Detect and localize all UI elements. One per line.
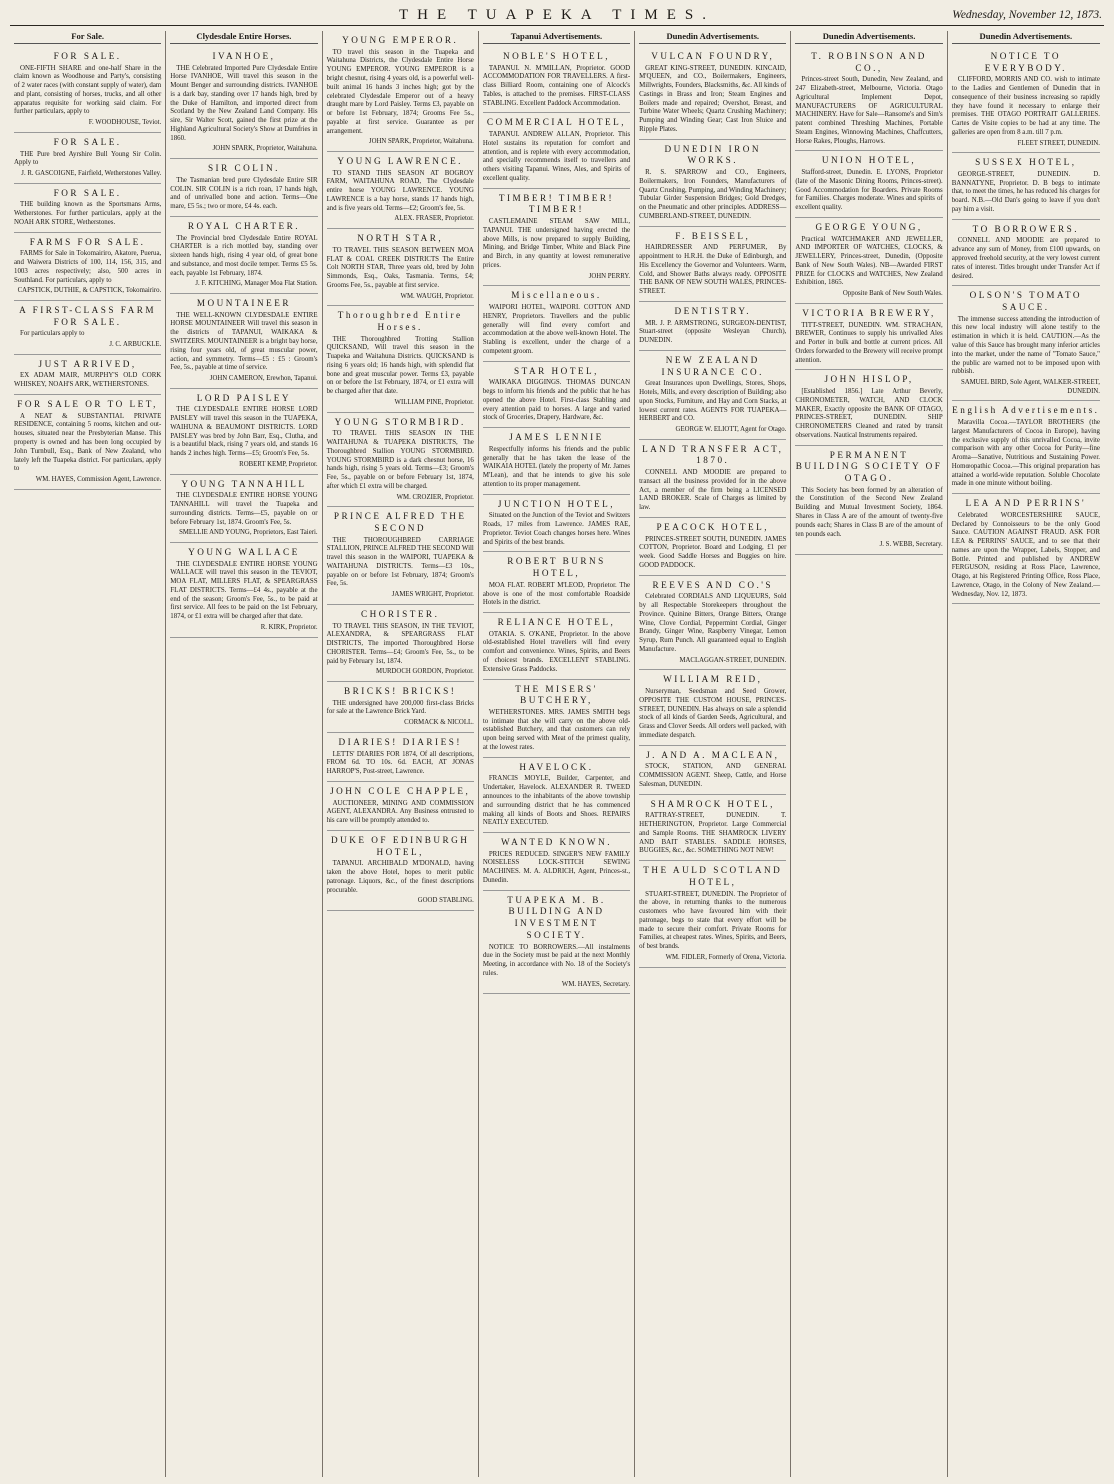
ad-title: FOR SALE OR TO LET, <box>17 399 158 409</box>
advertisement <box>327 605 474 682</box>
ad-body: Respectfully informs his friends and the public generally that he has taken the lease of the WAIKAIA HOTEL (lately the property of Mr. James M'Lean), and that he intends to give his sole attention to its proper management. <box>482 445 631 488</box>
ad-title: REEVES AND CO.'S <box>652 579 774 590</box>
advertisement <box>14 47 161 133</box>
advertisement <box>952 286 1100 401</box>
newspaper-title: THE TUAPEKA TIMES. <box>398 7 716 23</box>
ad-title: UNION HOTEL, <box>821 155 917 166</box>
advertisement <box>14 395 161 490</box>
advertisement <box>483 758 630 833</box>
ad-body: THE building known as the Sportsmans Arms, Wetherstones. For further particulars, apply at the NOAH ARK STORE, Wetherstones. <box>14 201 162 226</box>
column-1 <box>10 31 166 1477</box>
ad-body: TO TRAVEL THIS SEASON BETWEEN MOA FLAT & COAL CREEK DISTRICTS The Entire Colt NORTH STAR, Three years old, bred by John Simmonds, Esq., Oaks, Tasmania. Terms, £4; Grooms Fee, 5s., payable at first service. <box>326 246 474 289</box>
ad-signature: GEORGE W. ELIOTT, Agent for Otago. <box>675 426 787 434</box>
advertisement <box>952 401 1100 494</box>
advertisement <box>952 47 1100 153</box>
ad-body: Celebrated WORCESTERSHIRE SAUCE, Declared by Connoisseurs to be the only Good Sauce. CAUTION AGAINST FRAUD. ASK FOR LEA & PERRINS' SAUCE, and to see that their names are upon the Wrapper, Labels, Stopper, and Bottle. Printed and published by ANDREW FERGUSON, residing at Ross Place, Lawrence, Otago, at his Registered Printing Office, Ross Place, Lawrence, Otago, in the Colony of New Zealand.—Wednesday, Nov. 12, 1873. <box>951 511 1100 598</box>
advertisement <box>639 518 786 576</box>
ad-signature: WILLIAM PINE, Proprietor. <box>394 398 474 406</box>
ad-signature: F. WOODHOUSE, Teviot. <box>88 119 162 127</box>
ad-body: GREAT KING-STREET, DUNEDIN. KINCAID, M'QUEEN, and CO., Boilermakers, Engineers, Millwrights, Founders, Blacksmiths, &c. All kinds of Castings in Brass and Iron; Steam Engines and Boilers made and repaired; Overshot, Breast, and Turbine Water Wheels; Quartz Crushing Machinery; Pumping and Winding Gear; Cast Iron Sluice and Ripple Plates. <box>639 64 787 133</box>
ad-signature: GOOD STABLING. <box>417 897 474 905</box>
ad-title: JOHN COLE CHAPPLE, <box>330 785 471 796</box>
advertisement <box>639 795 786 862</box>
advertisement <box>14 233 161 301</box>
ad-body: RATTRAY-STREET, DUNEDIN. T. HETHERINGTON, Proprietor. Large Commercial and Sample Rooms. THE SHAMROCK LIVERY AND BAIT STABLES. SADDLE HORSES, BUGGIES, &c., &c. SOMETHING NOT NEW! <box>639 812 787 855</box>
masthead <box>10 6 1104 26</box>
ad-title: DUNEDIN IRON WORKS. <box>664 143 762 166</box>
ad-signature: ROBERT KEMP, Proprietor. <box>239 460 318 468</box>
ad-title: YOUNG EMPEROR. <box>342 35 459 45</box>
ad-title: JUST ARRIVED, <box>38 358 137 369</box>
advertisement <box>170 543 317 638</box>
ad-signature: MURDOCH GORDON, Proprietor. <box>376 668 474 676</box>
ad-body: THE undersigned have 200,000 first-class Bricks for sale at the Lawrence Brick Yard. <box>326 699 474 716</box>
ad-title: Miscellaneous. <box>511 290 602 301</box>
ad-body: The Provincial bred Clydesdale Entire ROYAL CHARTER is a rich mottled bay, standing over sixteen hands high, rising 4 year old, of great bone and substance, and most docile temper. Terms £5 5s. each, payable 1st February, 1874. <box>170 234 318 277</box>
advertisement <box>795 304 942 371</box>
ad-signature: JOHN CAMERON, Erewhon, Tapanui. <box>209 375 318 383</box>
advertisement <box>170 475 317 543</box>
ad-body: For particulars apply to <box>20 330 85 338</box>
ad-title: NEW ZEALAND INSURANCE CO. <box>661 354 764 377</box>
ad-signature: FLEET STREET, DUNEDIN. <box>1017 139 1100 147</box>
ad-title: PERMANENT BUILDING SOCIETY OF OTAGO. <box>795 449 943 483</box>
issue-date: Wednesday, November 12, 1873. <box>952 9 1102 21</box>
advertisement <box>14 184 161 233</box>
ad-title: IVANHOE, <box>212 50 276 61</box>
advertisement <box>639 440 786 518</box>
ad-body: AUCTIONEER, MINING AND COMMISSION AGENT, ALEXANDRA. Any Business entrusted to his care will be promptly attended to. <box>326 799 474 825</box>
ad-signature: JAMES WRIGHT, Proprietor. <box>391 591 474 599</box>
ad-title: RELIANCE HOTEL, <box>497 617 616 628</box>
ad-body: Stafford-street, Dunedin. E. LYONS, Proprietor (late of the Masonic Dining Rooms, Princes-street). Good Accommodation for Boarders. Private Rooms for Families. Charges moderate. Wines and spirits of excellent quality. <box>795 169 943 212</box>
advertisement <box>639 351 786 440</box>
ad-signature: WM. WAUGH, Proprietor. <box>400 292 474 300</box>
advertisement <box>483 891 630 994</box>
ad-body: TITT-STREET, DUNEDIN. WM. STRACHAN, BREWER, Continues to supply his unrivalled Ales and Porter in bulk and bottle at current prices. All Orders forwarded to the Brewery will receive prompt attention. <box>795 321 943 364</box>
advertisement <box>327 831 474 911</box>
column-6 <box>791 31 947 1477</box>
ad-title: FOR SALE. <box>53 50 122 61</box>
ad-body: Great Insurances upon Dwellings, Stores, Shops, Hotels, Mills, and every description of Building; also upon Stocks, Furniture, and Hay and Corn Stacks, at lowest current rates. AGENTS FOR TUAPEKA—HERBERT and CO. <box>639 380 787 423</box>
ad-body: The Tasmanian bred pure Clydesdale Entire SIR COLIN. SIR COLIN is a rich roan, 17 hands high, and of unrivalled bone and action. Terms—One mare, £5 5s.; two or more, £4 4s. each. <box>170 176 318 211</box>
advertisement <box>14 355 161 395</box>
ad-title: JAMES LENNIE <box>509 432 604 443</box>
ad-title: SIR COLIN. <box>207 163 280 174</box>
advertisement <box>639 47 786 140</box>
ad-signature: JOHN PERRY. <box>588 272 631 280</box>
advertisement <box>952 494 1100 604</box>
ad-body: FARMS for Sale in Tokomairiro, Akatore, Puerua, and Waiwera Districts of 100, 114, 156, 315, and 1003 acres respectively; also, 500 acres in Southland. For particulars, apply to <box>14 250 162 284</box>
ad-signature: JOHN SPARK, Proprietor, Waitahuna. <box>368 138 474 146</box>
ad-title: NORTH STAR, <box>357 233 444 244</box>
ad-body: This Society has been formed by an alteration of the Constitution of the Second New Zealand Building and Mutual Investment Society, 1864. Shares in Class A are of the amount of twenty-five pounds each; Shares in Class B are of the amount of ten pounds each. <box>795 486 943 538</box>
advertisement <box>795 151 942 218</box>
ad-title: SHAMROCK HOTEL, <box>650 798 775 809</box>
advertisement <box>170 217 317 294</box>
advertisement <box>795 218 942 304</box>
advertisement <box>483 362 630 429</box>
advertisement <box>170 47 317 159</box>
ad-body: CONNELL AND MOODIE are prepared to transact all the business provided for in the above Act, a member of the firm being a LICENSED LAND BROKER. Scale of Charges as limited by law. <box>639 469 787 512</box>
ad-title: FOR SALE. <box>53 136 122 147</box>
ad-title: J. AND A. MACLEAN, <box>646 749 780 760</box>
advertisement <box>327 507 474 605</box>
ad-title: YOUNG STORMBIRD. <box>334 416 466 427</box>
ad-body: WAIPORI HOTEL, WAIPORI. COTTON AND HENRY, Proprietors. Travellers and the public generally will find every comfort and accommodation at the above well-known Hotel. The Stabling is excellent, under the charge of a competent groom. <box>482 303 631 355</box>
ad-title: NOBLE'S HOTEL, <box>502 50 611 61</box>
column-header: Clydesdale Entire Horses. <box>170 31 317 44</box>
ad-title: WANTED KNOWN. <box>500 837 613 848</box>
ad-title: JOHN HISLOP, <box>824 374 914 385</box>
ad-signature: WM. HAYES, Commission Agent, Lawrence. <box>35 476 162 484</box>
advertisement <box>483 113 630 188</box>
ad-title: SUSSEX HOTEL, <box>975 157 1077 168</box>
ad-title: FARMS FOR SALE. <box>29 236 146 247</box>
advertisement <box>639 670 786 745</box>
ad-title: F. BEISSEL, <box>675 230 751 241</box>
ad-body: Situated on the Junction of the Teviot and Switzers Roads, 17 miles from Lawrence. JAMES RAE, Proprietor. Teviot Coach changes horses here. Wines and Spirits of the best brands. <box>482 512 631 546</box>
ad-body: [Established 1856.] Late Arthur Beverly, CHRONOMETER, WATCH, AND CLOCK MAKER, Exactly opposite the BANK OF OTAGO, PRINCES-STREET, DUNEDIN. SHIP CHRONOMETERS Cleaned and rated by transit observations. Nautical Instruments repaired. <box>795 388 943 439</box>
advertisement <box>483 286 630 361</box>
column-header: Tapanui Advertisements. <box>483 31 630 44</box>
ad-title: VICTORIA BREWERY, <box>802 307 936 318</box>
advertisement <box>327 733 474 782</box>
ad-title: TUAPEKA M. B. BUILDING AND INVESTMENT SOCIETY. <box>507 894 606 940</box>
ad-title: LEA AND PERRINS' <box>965 498 1087 509</box>
ad-body: R. S. SPARROW and CO., Engineers, Boilermakers, Iron Founders, Manufacturers of Quartz Crushing, Pumping, and Winding Machinery; Tubular Girder Suspension Bridges; Gold Dredges, on the Pneumatic and other principles. ADDRESS—CUMBERLAND-STREET, DUNEDIN. <box>639 169 787 220</box>
ad-title: JUNCTION HOTEL, <box>497 498 616 509</box>
advertisement <box>327 682 474 733</box>
ad-title: TO BORROWERS. <box>972 223 1079 234</box>
advertisement <box>483 47 630 114</box>
ad-body: WETHERSTONES. MRS. JAMES SMITH begs to intimate that she will carry on the above old-established Butchery, and that customers can rely upon being served with Meat of the primest quality, at the lowest rates. <box>482 708 631 751</box>
column-3 <box>323 31 479 1477</box>
advertisement <box>483 495 630 553</box>
ad-body: WAIKAKA DIGGINGS. THOMAS DUNCAN begs to inform his friends and the public that he has opened the above Hotel. First-class Stabling and every attention paid to horses. A large and varied stock of Groceries, Drapery, Hardware, &c. <box>482 379 631 422</box>
ad-signature: JOHN SPARK, Proprietor, Waitahuna. <box>212 145 318 153</box>
ad-body: THE WELL-KNOWN CLYDESDALE ENTIRE HORSE MOUNTAINEER Will travel this season in the districts of TAPANUI, WAIKAKA & SWITZERS. MOUNTAINEER is a bright bay horse, rising four years old, of great muscular power, action, and symmetry. Terms—£5 : £5 : Groom's Fee, 5s., payable at time of service. <box>170 311 318 372</box>
advertisement <box>639 576 786 671</box>
ad-title: MOUNTAINEER <box>196 298 291 308</box>
ad-body: MR. J. P. ARMSTRONG, SURGEON-DENTIST, Stuart-street (opposite Wesleyan Church), DUNEDIN. <box>639 319 787 345</box>
ad-body: THE CLYDESDALE ENTIRE HORSE LORD PAISLEY will travel this season in the TUAPEKA, WAIHUNA & BEAUMONT DISTRICTS. LORD PAISLEY was bred by John Barr, Esq., Clutha, and is a beautiful black, rising 7 years old, and stands 16 hands 2 inches high. Terms—£5; Groom's Fee, 5s. <box>170 406 318 458</box>
ad-title: DENTISTRY. <box>674 305 752 316</box>
column-header: Dunedin Advertisements. <box>639 31 786 44</box>
ad-title: STAR HOTEL, <box>514 365 599 376</box>
column-2 <box>166 31 322 1477</box>
ad-body: THE Celebrated Imported Pure Clydesdale Entire Horse IVANHOE, Will travel this season in the Mount Benger and surrounding districts. IVANHOE is a dark bay, standing over 17 hands high, bred by the Duke of Hamilton, and imported direct from Scotland by the New Zealand Land Company. His sire, Sir Walter Scott, gained the first prize at the Highland Agricultural Society's Show at Dumfries in 1860. <box>170 64 318 142</box>
ad-title: DIARIES! DIARIES! <box>338 736 462 747</box>
advertisement <box>483 613 630 680</box>
advertisement <box>327 782 474 831</box>
ad-signature: SAMUEL BIRD, Sole Agent, WALKER-STREET, DUNEDIN. <box>960 379 1100 395</box>
ad-signature: Opposite Bank of New South Wales. <box>842 290 943 298</box>
ad-title: ROBERT BURNS HOTEL, <box>507 556 606 579</box>
ad-title: YOUNG WALLACE <box>188 546 300 557</box>
ad-body: THE Pure bred Ayrshire Bull Young Sir Colin. Apply to <box>14 150 162 167</box>
advertisement <box>170 159 317 217</box>
ad-signature: J. F. KITCHING, Manager Moa Flat Station. <box>195 280 318 288</box>
ad-title: DUKE OF EDINBURGH HOTEL, <box>330 834 470 857</box>
advertisement <box>952 220 1100 287</box>
ad-body: ONE-FIFTH SHARE and one-half Share in the claim known as Woodhouse and Party's, consisting of 2 water races (with constant supply of water), dam and plant, consisting of horses, trucks, and all other apparatus requisite for working said claim. For further particulars, apply to <box>14 64 162 116</box>
advertisement <box>795 446 942 555</box>
ad-body: STOCK, STATION, AND GENERAL COMMISSION AGENT. Sheep, Cattle, and Horse Salesman, DUNEDIN. <box>639 763 787 788</box>
advertisement <box>327 152 474 229</box>
ad-signature: WM. HAYES, Secretary. <box>561 980 631 988</box>
advertisement <box>14 301 161 355</box>
ad-signature: J. S. WEBB, Secretary. <box>879 541 943 549</box>
ad-body: THE THOROUGHBRED CARRIAGE STALLION, PRINCE ALFRED THE SECOND Will travel this season in the WAIPORI, TUAPEKA & WAITAHUNA DISTRICTS. Terms—£3 10s., payable on or before 1st February, 1874; Groom's Fee, 5s. <box>326 536 474 588</box>
column-4 <box>479 31 635 1477</box>
advertisement <box>952 153 1100 220</box>
ad-signature: WM. FIDLER, Formerly of Orena, Victoria. <box>665 953 787 961</box>
ad-title: A FIRST-CLASS FARM FOR SALE. <box>19 305 157 327</box>
ad-body: Practical WATCHMAKER AND JEWELLER, AND IMPORTER OF WATCHES, CLOCKS, & JEWELLERY, Princes-street, Dunedin, (Opposite Bank of New South Wales). NB—Awarded FIRST PRIZE for CLOCKS and WATCHES, New Zealand Exhibition, 1865. <box>795 235 943 287</box>
ad-signature: MACLAGGAN-STREET, DUNEDIN. <box>679 656 787 664</box>
ad-body: PRICES REDUCED. SINGER'S NEW FAMILY NOISELESS LOCK-STITCH SEWING MACHINES. M. A. ALDRICH, Agent, Princes-st., Dunedin. <box>482 850 631 885</box>
ad-title: OLSON'S TOMATO SAUCE. <box>969 290 1083 312</box>
ad-body: NOTICE TO BORROWERS.—All instalments due in the Society must be paid at the next Monthly Meeting, in accordance with No. 18 of the Society's rules. <box>482 943 631 977</box>
advertisement <box>170 294 317 389</box>
ad-title: ROYAL CHARTER. <box>187 220 301 231</box>
advertisement <box>170 389 317 475</box>
advertisement <box>639 746 786 795</box>
ad-body: THE CLYDESDALE ENTIRE HORSE YOUNG WALLACE will travel this season in the TEVIOT, MOA FLAT, MILLERS FLAT, & SPEARGRASS FLAT DISTRICTS. Terms—£4 4s., payable at the end of the season; Groom's Fee, 5s., to be paid at first service. All fees to be paid on the 1st February, 1874, or £1 extra will be charged after that date. <box>170 560 318 621</box>
ad-body: TO TRAVEL THIS SEASON, IN THE TEVIOT, ALEXANDRA, & SPEARGRASS FLAT DISTRICTS, The imported Thoroughbred Horse CHORISTER. Terms—£4; Groom's Fee, 5s., to be paid by February 1st, 1874. <box>326 622 474 665</box>
ad-body: Celebrated CORDIALS AND LIQUEURS, Sold by all Respectable Storekeepers throughout the Province. Quinine Bitters, Orange Bitters, Orange Wine, Clove Cordial, Peppermint Cordial, Ginger Brandy, Ginger Wine, Raspberry Vinegar, Lemon Syrup, Rum Punch. All guaranteed equal to English Manufacture. <box>639 593 787 654</box>
ad-body: TAPANUI. ARCHIBALD M'DONALD, having taken the above Hotel, hopes to merit public patronage. Liquors, &c., of the finest descriptions procurable. <box>326 860 474 894</box>
advertisement <box>327 306 474 412</box>
ad-body: TO STAND THIS SEASON AT BOGROY FARM, WAITAHUNA ROAD, The Clydesdale entire horse YOUNG LAWRENCE. YOUNG LAWRENCE is a bay horse, stands 17 hands high, and is five years old. Terms—£2; Groom's fee, 5s. <box>326 169 474 212</box>
ad-title: LAND TRANSFER ACT, 1870. <box>642 443 784 466</box>
ad-body: STUART-STREET, DUNEDIN. The Proprietor of the above, in returning thanks to the numerous customers who have favoured him with their patronage, begs to state that every effort will be made to secure their comfort. Private Rooms for Families, at cheapest rates. Wines, Spirits, and Beers, of best brands. <box>639 890 787 951</box>
ad-signature: ALEX. FRASER, Proprietor. <box>394 215 474 223</box>
column-header: Dunedin Advertisements. <box>795 31 942 44</box>
ad-title: TIMBER! TIMBER! TIMBER! <box>498 192 615 215</box>
ad-title: YOUNG LAWRENCE. <box>337 155 463 166</box>
newspaper-columns <box>10 31 1104 1477</box>
ad-body: THE CLYDESDALE ENTIRE HORSE YOUNG TANNAHILL will travel the Tuapeka and surrounding districts. Terms—£5, payable on or before February 1st, 1874. Groom's Fee, 5s. <box>170 492 318 526</box>
column-header: Dunedin Advertisements. <box>952 31 1100 44</box>
ad-body: CASTLEMAINE STEAM SAW MILL, TAPANUI. THE undersigned having erected the above Mills, is now prepared to supply Building, Mining, and Bridge Timber, White and Black Pine and Birch, in any quantity at lowest remunerative prices. <box>482 218 631 269</box>
ad-body: OTAKIA. S. O'KANE, Proprietor. In the above old-established Hotel travellers will find every comfort and convenience. Wines, Spirits, and Beers of choicest brands. EXCELLENT STABLING. Extensive Grass Paddocks. <box>482 630 631 673</box>
ad-body: PRINCES-STREET SOUTH, DUNEDIN. JAMES COTTON, Proprietor. Board and Lodging, £1 per week. Good Saddle Horses and Buggies on hire. GOOD PADDOCK. <box>639 535 787 569</box>
advertisement <box>14 133 161 184</box>
ad-signature: J. C. ARBUCKLE. <box>109 341 162 349</box>
ad-title: NOTICE TO EVERYBODY. <box>984 50 1067 73</box>
column-7 <box>948 31 1104 1477</box>
ad-body: CONNELL AND MOODIE are prepared to advance any sum of Money, from £100 upwards, on approved freehold security, at the very lowest current rates of interest. Titles brought under Transfer Act if desired. <box>951 237 1100 280</box>
advertisement <box>795 370 942 445</box>
advertisement <box>639 302 786 351</box>
advertisement <box>483 552 630 613</box>
ad-title: Thoroughbred Entire Horses. <box>337 310 463 332</box>
ad-title: FOR SALE. <box>53 187 122 198</box>
ad-title: YOUNG TANNAHILL <box>181 478 307 489</box>
ad-signature: J. R. GASCOIGNE, Fairfield, Wetherstones Valley. <box>21 170 162 178</box>
column-header: For Sale. <box>14 31 161 44</box>
ad-signature: CORMACK & NICOLL. <box>404 719 474 727</box>
ad-body: EX ADAM MAIR, MURPHY'S OLD CORK WHISKEY, NOAH'S ARK, WETHERSTONES. <box>14 372 162 389</box>
ad-title: THE MISERS' BUTCHERY, <box>515 683 598 706</box>
column-5 <box>635 31 791 1477</box>
ad-title: VULCAN FOUNDRY, <box>651 50 775 61</box>
ad-body: Princes-street South, Dunedin, New Zealand, and 247 Elizabeth-street, Melbourne, Victoria. Otago Agricultural Implement Depot, MANUFACTURERS OF AGRICULTURAL MACHINERY. Have for Sale—Ransome's and Sim's patent combined Threshing Machines, Portable Steam Engines, Winnowing Machines, Chaffcutters, Horse Rakes, Ploughs, Harrows. <box>795 76 943 145</box>
advertisement <box>483 833 630 891</box>
advertisement <box>483 428 630 495</box>
advertisement <box>483 189 630 287</box>
ad-title: WILLIAM REID, <box>663 674 763 685</box>
ad-body: TO travel this season in the Tuapeka and Waitahuna Districts, the Clydesdale Entire Horse YOUNG EMPEROR. YOUNG EMPEROR is a bright chesnut, rising 4 years old, is a powerful well-built animal 16 hands 3 inches high; got by the celebrated Clydesdale Emperor out of a heavy draught mare by Lord Paisley. Terms £3, payable on or before 1st February, 1874; Grooms Fee 5s., payable at first service. Guarantee as per arrangement. <box>326 48 474 135</box>
ad-title: THE AULD SCOTLAND HOTEL, <box>643 865 783 887</box>
ad-title: PRINCE ALFRED THE SECOND <box>333 511 467 533</box>
advertisement <box>327 413 474 508</box>
ad-body: GEORGE-STREET, DUNEDIN. D. BANNATYNE, Proprietor. D. B begs to intimate that, to meet the times, he has reduced his charges for board. N.B.—Old Dan's going to leave if you don't pay him a visit. <box>951 170 1100 214</box>
advertisement <box>795 47 942 152</box>
ad-body: CLIFFORD, MORRIS AND CO. wish to intimate to the Ladies and Gentlemen of Dunedin that in consequence of their business increasing so rapidly they have found it necessary to enlarge their premises. THE OTAGO PORTRAIT GALLERIES. Cartes de Visite copies to be had at any time. The galleries are open from 8 a.m. till 7 p.m. <box>951 76 1100 136</box>
ad-body: The immense success attending the introduction of this new local industry will alone testify to the estimation in which it is held. CAUTION.—As the value of this Sauce has brought many inferior articles into the market, under the name of "Tomato Sauce," the public are warned not to be imposed upon with rubbish. <box>951 315 1100 376</box>
ad-body: LETTS' DIARIES FOR 1874, Of all descriptions, FROM 6d. TO 10s. 6d. EACH, AT JONAS HARROP'S, Post-street, Lawrence. <box>326 750 474 776</box>
ad-body: FRANCIS MOYLE, Builder, Carpenter, and Undertaker, Havelock. ALEXANDER R. TWEED announces to the inhabitants of the above township and surrounding district that he has commenced making all kinds of Boots and Shoes. REPAIRS NEATLY EXECUTED. <box>482 775 631 827</box>
ad-title: CHORISTER. <box>361 608 440 619</box>
ad-signature: R. KIRK, Proprietor. <box>260 624 318 631</box>
ad-body: THE Thoroughbred Trotting Stallion QUICKSAND, Will travel this season in the Tuapeka and Waitahuna Districts. QUICKSAND is rising 6 years old; 16 hands high, with splendid flat bone and great muscular power. Terms £3, payable on or before the 1st February, 1874, or £1 extra will be charged after that date. <box>326 335 474 396</box>
ad-body: Maravilla Cocoa.—TAYLOR BROTHERS (the largest Manufacturers of Cocoa in Europe), having the exclusive supply of this unrivalled Cocoa, invite comparison with any other Cocoa for Purity—fine Aroma—Sanative, Nutritious and Sustaining Power. Homœopathic Cocoa.—This original preparation has attained a world-wide reputation. Soluble Chocolate made in one minute without boiling. <box>951 418 1100 488</box>
advertisement <box>327 31 474 152</box>
advertisement <box>639 140 786 227</box>
ad-title: HAVELOCK. <box>519 761 594 772</box>
ad-title: COMMERCIAL HOTEL, <box>486 117 627 128</box>
advertisement <box>639 861 786 967</box>
ad-body: Nurseryman, Seedsman and Seed Grower, OPPOSITE THE CUSTOM HOUSE, PRINCES-STREET, DUNEDIN. Has always on sale a splendid stock of all kinds of Garden Seeds, Agricultural, and Grass and Clover Seeds. All orders well packed, with immediate despatch. <box>639 688 787 739</box>
advertisement <box>327 229 474 306</box>
ad-body: HAIRDRESSER AND PERFUMER, By appointment to H.R.H. the Duke of Edinburgh, and His Excellency the Governor and Volunteers. Warm, Cold, and Shower Baths always ready. OPPOSITE THE BANK OF NEW SOUTH WALES, PRINCES-STREET. <box>639 244 787 296</box>
ad-title: GEORGE YOUNG, <box>815 221 923 232</box>
ad-title: T. ROBINSON AND CO., <box>811 50 927 73</box>
ad-body: TAPANUI. ANDREW ALLAN, Proprietor. This Hotel sustains its reputation for comfort and attention, and is replete with every accommodation, and specially recommends itself to travellers and others visiting Tapanui. Wines, Ales, and Spirits of excellent quality. <box>482 131 631 182</box>
ad-body: TO TRAVEL THIS SEASON IN THE WAITAHUNA & TUAPEKA DISTRICTS, The Thoroughbred Stallion YOUNG STORMBIRD. YOUNG STORMBIRD is a dark chesnut horse, 16 hands high, rising 5 years old. Terms—£3; Groom's Fee, 5s., payable on or before February 1st, 1874, after which £1 extra will be charged. <box>326 430 474 490</box>
advertisement <box>639 227 786 302</box>
ad-signature: WM. CROZIER, Proprietor. <box>396 493 474 501</box>
advertisement <box>483 680 630 758</box>
ad-body: MOA FLAT. ROBERT M'LEOD, Proprietor. The above is one of the most comfortable Roadside Hotels in the district. <box>482 581 631 607</box>
ad-title: English Advertisements. <box>952 405 1100 416</box>
ad-title: BRICKS! BRICKS! <box>344 686 457 697</box>
ad-body: TAPANUI. N. M'MILLAN, Proprietor. GOOD ACCOMMODATION FOR TRAVELLERS. A first-class Billiard Room, containing one of Alcock's Tables, is attached to the premises. FIRST-CLASS STABLING. Excellent Paddock Accommodation. <box>482 64 631 107</box>
ad-signature: CAPSTICK, DUTHIE, & CAPSTICK, Tokomairiro. <box>17 287 162 295</box>
ad-title: LORD PAISLEY <box>196 392 292 403</box>
ad-title: PEACOCK HOTEL, <box>656 521 770 532</box>
ad-signature: SMELLIE AND YOUNG, Proprietors, East Taieri. <box>179 529 318 537</box>
ad-body: A NEAT & SUBSTANTIAL PRIVATE RESIDENCE, containing 5 rooms, kitchen and out-houses, situated near the Presbyterian Manse. This property is owned and has been long occupied by John Turnbull, Esq., Bank of New Zealand, who lately left the Tuapeka district. For particulars, apply to <box>14 412 162 473</box>
